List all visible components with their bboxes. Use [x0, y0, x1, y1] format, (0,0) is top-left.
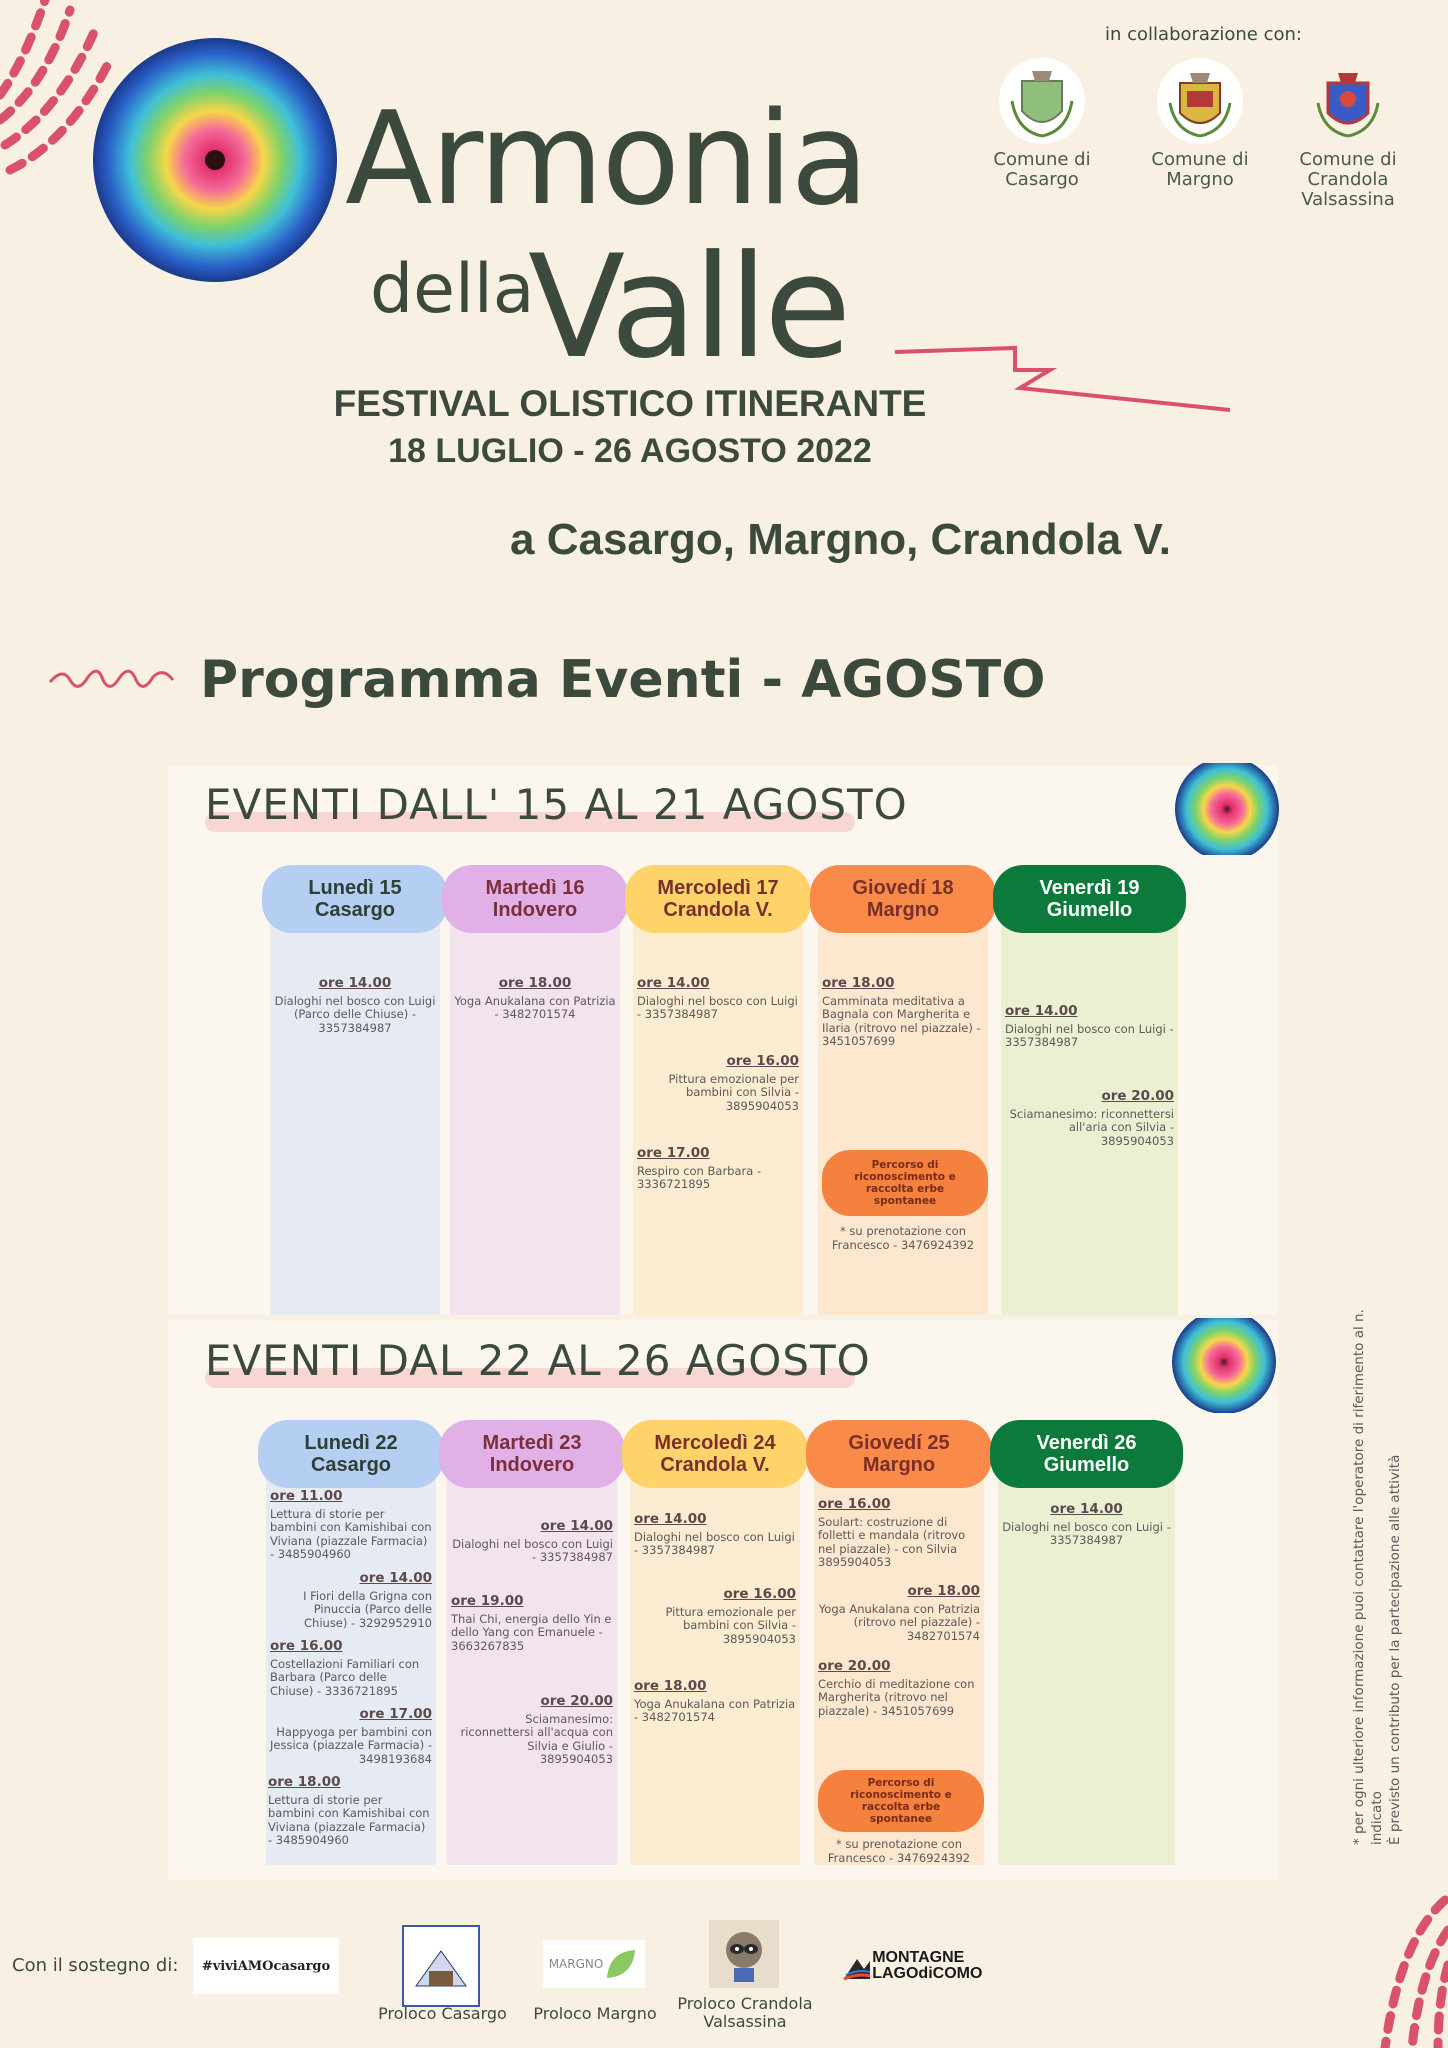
event-item [1005, 1005, 1174, 1050]
event-text: Costellazioni Familiari con Barbara (Parco delle Chiuse) - 3336721895 [270, 1656, 420, 1698]
comune-label-line1: Comune di [1151, 149, 1249, 170]
day-name: Martedì 23 [482, 1432, 582, 1454]
day-column-body [450, 905, 620, 1315]
day-header [622, 1420, 808, 1488]
sponsor-caption: Proloco Crandola Valsassina [677, 1994, 813, 2031]
side-info-note [1350, 1275, 1404, 1845]
day-place: Margno [862, 1454, 936, 1476]
day-column-mercoledi-17 [625, 865, 811, 1315]
event-text: Sciamanesimo: riconnettersi all'acqua con Silvia e Giulio - 3895904053 [460, 1711, 613, 1766]
day-header [625, 865, 811, 933]
rainbow-circle-logo [90, 35, 340, 285]
crest-icon [1305, 58, 1391, 144]
event-text: Yoga Anukalana con Patrizia - 3482701574 [634, 1696, 796, 1724]
raccoon-icon [716, 1924, 772, 1984]
event-item [451, 1595, 613, 1653]
day-column-venerdi-26 [990, 1420, 1183, 1865]
day-column-lunedi-22 [258, 1420, 444, 1865]
event-time: ore 14.00 [359, 1570, 432, 1586]
event-time: ore 18.00 [498, 975, 572, 991]
event-time: ore 18.00 [268, 1774, 341, 1790]
event-text: Camminata meditativa a Bagnala con Margherita e Ilaria (ritrovo nel piazzale) - 3451057699 [822, 993, 981, 1048]
event-item [818, 1660, 980, 1718]
festival-title-armonia: Armonia [345, 85, 868, 234]
day-place: Crandola V. [660, 1454, 770, 1476]
event-time: ore 20.00 [1101, 1088, 1174, 1104]
event-time: ore 16.00 [723, 1586, 796, 1602]
day-name: Lunedì 15 [308, 877, 402, 899]
event-text: Dialoghi nel bosco con Luigi - 3357384987 [1005, 1021, 1174, 1049]
event-text: Lettura di storie per bambini con Kamishibai con Viviana (piazzale Farmacia) - 3485904960 [270, 1506, 432, 1561]
event-item [1005, 1090, 1174, 1148]
event-item [270, 1572, 432, 1630]
event-time: ore 20.00 [540, 1693, 613, 1709]
comune-casargo [972, 58, 1112, 190]
collaboration-label: in collaborazione con: [1105, 24, 1302, 45]
event-item [270, 1640, 432, 1698]
event-text: Yoga Anukalana con Patrizia (ritrovo nel piazzale) - 3482701574 [818, 1601, 980, 1643]
event-item [451, 1695, 613, 1767]
sponsor-label: Con il sostegno di: [12, 1955, 179, 1976]
day-header [993, 865, 1186, 933]
event-text: Respiro con Barbara - 3336721895 [637, 1163, 762, 1191]
event-text: Soulart: costruzione di folletti e mandala (ritrovo nel piazzale) - con Silvia 3895904053 [818, 1514, 966, 1569]
rainbow-circle-small [1168, 1318, 1280, 1413]
event-text: I Fiori della Grigna con Pinuccia (Parco delle Chiuse) - 3292952910 [303, 1588, 432, 1630]
festival-locations: a Casargo, Margno, Crandola V. [510, 515, 1171, 564]
crest-icon [1157, 58, 1243, 144]
erbe-spontanee-badge: Percorso di riconoscimento e raccolta erbe spontanee [818, 1770, 984, 1832]
event-text: Pittura emozionale per bambini con Silvia - 3895904053 [668, 1071, 799, 1113]
event-item [637, 1147, 799, 1192]
swirl-icon [48, 662, 178, 702]
viviamocasargo-logo [193, 1938, 339, 1994]
event-time: ore 20.00 [818, 1658, 891, 1674]
sponsor-logo-text: MARGNO [548, 1957, 604, 1971]
day-column-martedi-23 [439, 1420, 625, 1865]
programma-title: Programma Eventi - AGOSTO [200, 650, 1046, 710]
leaf-icon [603, 1946, 639, 1982]
day-column-body [818, 905, 988, 1315]
event-text: Sciamanesimo: riconnettersi all'aria con Silvia - 3895904053 [1009, 1106, 1174, 1148]
mountain-icon [842, 1951, 870, 1981]
comune-label-line2: Margno [1166, 169, 1234, 190]
day-header [439, 1420, 625, 1488]
day-place: Giumello [1043, 1454, 1130, 1476]
booking-note: * su prenotazione con Francesco - 3476924392 [827, 1837, 971, 1865]
comune-label-line2: Casargo [1005, 169, 1079, 190]
day-column-lunedi-15 [262, 865, 448, 1315]
event-time: ore 14.00 [634, 1511, 707, 1527]
event-time: ore 19.00 [451, 1593, 524, 1609]
event-item [451, 1520, 613, 1565]
event-text: Happyoga per bambini con Jessica (piazzale Farmacia) - 3498193684 [270, 1724, 432, 1766]
day-column-venerdi-19 [993, 865, 1186, 1315]
event-time: ore 11.00 [270, 1488, 343, 1504]
erbe-spontanee-badge: Percorso di riconoscimento e raccolta erbe spontanee [822, 1150, 988, 1216]
festival-title-valle: Valle [528, 225, 848, 390]
day-header [990, 1420, 1183, 1488]
day-column-mercoledi-24 [622, 1420, 808, 1865]
sponsor-caption: Proloco Margno [533, 2004, 657, 2023]
decorative-dashes [1340, 1890, 1448, 2048]
day-name: Giovedí 18 [852, 877, 954, 899]
side-note-line2: È previsto un contributo per la partecipazione alle attività [1387, 1454, 1403, 1845]
day-place: Indovero [492, 899, 578, 921]
event-item [634, 1588, 796, 1646]
event-item [270, 1490, 432, 1562]
event-time: ore 17.00 [359, 1706, 432, 1722]
event-item [822, 977, 984, 1049]
event-item [634, 1513, 796, 1558]
event-item [270, 1708, 432, 1766]
comune-label-line3: Valsassina [1301, 189, 1395, 210]
day-name: Mercoledì 17 [657, 877, 779, 899]
event-time: ore 18.00 [907, 1583, 980, 1599]
event-text: Cerchio di meditazione con Margherita (ritrovo nel piazzale) - 3451057699 [818, 1676, 975, 1718]
day-place: Margno [866, 899, 940, 921]
day-name: Lunedì 22 [304, 1432, 398, 1454]
day-column-body [270, 905, 440, 1315]
event-item [274, 977, 436, 1035]
event-item [1002, 1503, 1171, 1548]
event-time: ore 14.00 [1005, 1003, 1078, 1019]
day-name: Venerdì 26 [1036, 1432, 1137, 1454]
event-item [454, 977, 616, 1022]
day-header [810, 865, 996, 933]
sponsor-caption: Proloco Casargo [378, 2004, 507, 2023]
festival-title-della: della [370, 250, 535, 329]
event-text: Pittura emozionale per bambini con Silvia - 3895904053 [665, 1604, 796, 1646]
event-text: Dialoghi nel bosco con Luigi - 3357384987 [637, 993, 798, 1021]
side-note-line1: * per ogni ulteriore informazione puoi contattare l'operatore di riferimento al n. indicato [1351, 1309, 1385, 1845]
proloco-margno-logo [543, 1940, 645, 1988]
event-item [634, 1680, 796, 1725]
event-text: Dialoghi nel bosco con Luigi (Parco delle Chiuse) - 3357384987 [274, 993, 436, 1035]
house-icon [411, 1941, 471, 1991]
event-time: ore 16.00 [818, 1496, 891, 1512]
comune-label-line1: Comune di [1299, 149, 1397, 170]
event-item [637, 977, 799, 1022]
proloco-crandola-logo [709, 1920, 779, 1988]
day-name: Giovedí 25 [848, 1432, 950, 1454]
day-name: Venerdì 19 [1039, 877, 1140, 899]
event-time: ore 14.00 [637, 975, 710, 991]
festival-dates: 18 LUGLIO - 26 AGOSTO 2022 [388, 432, 872, 470]
montagne-lagodicomo-logo [842, 1940, 1018, 1992]
comune-label-line2: Crandola [1307, 169, 1389, 190]
event-time: ore 18.00 [822, 975, 895, 991]
event-item [268, 1776, 432, 1848]
event-text: Dialoghi nel bosco con Luigi - 3357384987 [452, 1536, 613, 1564]
day-place: Casargo [310, 1454, 392, 1476]
day-header [258, 1420, 444, 1488]
rainbow-circle-small [1172, 763, 1282, 855]
comune-margno [1130, 58, 1270, 190]
day-place: Crandola V. [663, 899, 773, 921]
event-time: ore 14.00 [540, 1518, 613, 1534]
day-column-giovedi-18 [810, 865, 996, 1315]
event-text: Thai Chi, energia dello Yin e dello Yang con Emanuele - 3663267835 [451, 1611, 612, 1653]
event-time: ore 18.00 [634, 1678, 707, 1694]
crest-icon [999, 58, 1085, 144]
event-text: Dialoghi nel bosco con Luigi - 3357384987 [634, 1529, 795, 1557]
sponsor-logo-text: #viviAMOcasargo [201, 1958, 331, 1974]
proloco-casargo-logo [402, 1925, 480, 2007]
day-header [806, 1420, 992, 1488]
event-time: ore 14.00 [318, 975, 392, 991]
day-name: Martedì 16 [485, 877, 585, 899]
event-time: ore 16.00 [270, 1638, 343, 1654]
day-column-giovedi-25 [806, 1420, 992, 1865]
event-time: ore 16.00 [726, 1053, 799, 1069]
event-item [818, 1498, 980, 1570]
day-header [262, 865, 448, 933]
event-time: ore 17.00 [637, 1145, 710, 1161]
day-place: Casargo [314, 899, 396, 921]
week-title: EVENTI DALL' 15 AL 21 AGOSTO [205, 780, 908, 829]
week-title: EVENTI DAL 22 AL 26 AGOSTO [205, 1336, 871, 1385]
event-text: Lettura di storie per bambini con Kamishibai con Viviana (piazzale Farmacia) - 3485904960 [268, 1792, 430, 1847]
sponsor-logo-text: MONTAGNE LAGOdiCOMO [872, 1949, 983, 1982]
booking-note: * su prenotazione con Francesco - 3476924392 [831, 1224, 975, 1252]
event-text: Yoga Anukalana con Patrizia - 3482701574 [454, 993, 616, 1021]
event-text: Dialoghi nel bosco con Luigi - 3357384987 [1002, 1519, 1171, 1547]
day-column-martedi-16 [442, 865, 628, 1315]
comune-label-line1: Comune di [993, 149, 1091, 170]
event-time: ore 14.00 [1050, 1501, 1123, 1517]
day-header [442, 865, 628, 933]
day-place: Giumello [1046, 899, 1133, 921]
day-name: Mercoledì 24 [654, 1432, 776, 1454]
event-item [637, 1055, 799, 1113]
event-item [818, 1585, 980, 1643]
festival-subtitle: FESTIVAL OLISTICO ITINERANTE [333, 383, 927, 424]
comune-crandola [1278, 58, 1418, 210]
day-place: Indovero [489, 1454, 575, 1476]
